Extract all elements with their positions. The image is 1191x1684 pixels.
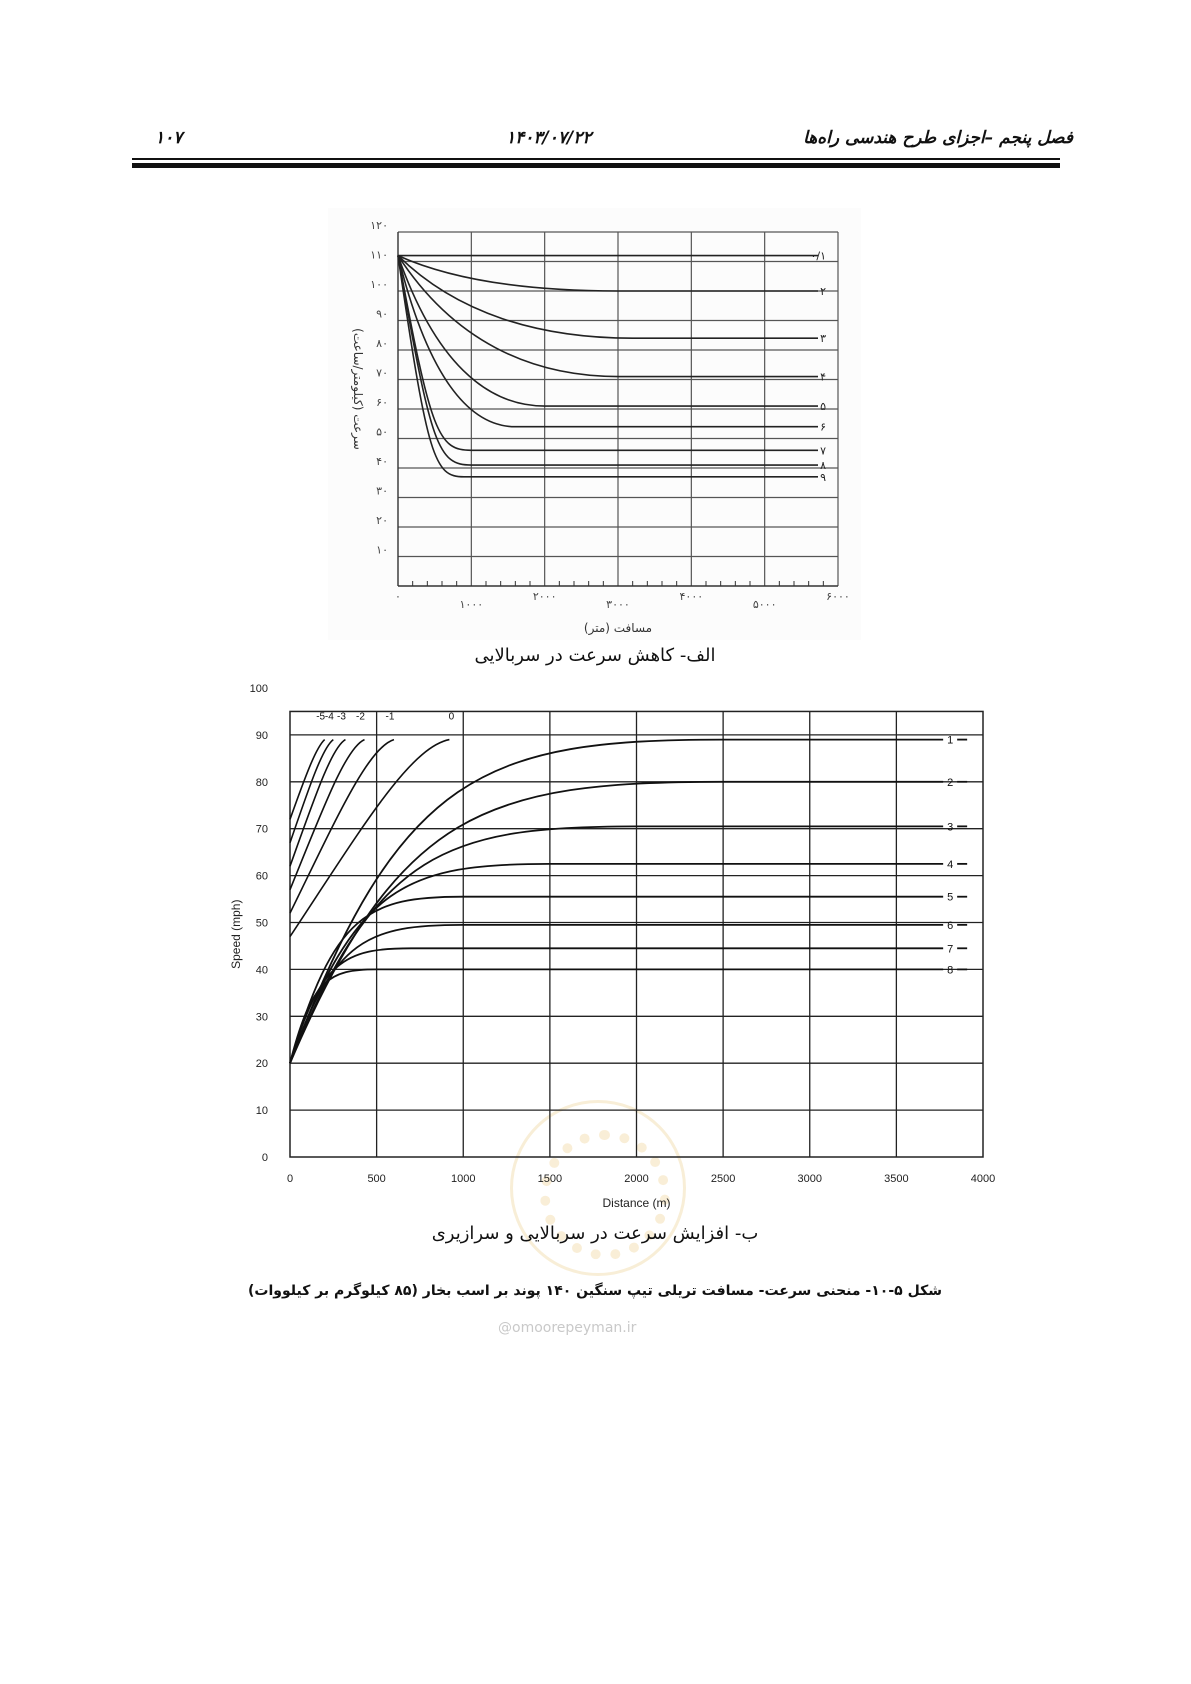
y-tick-label: 50 — [255, 917, 268, 930]
x-tick-label: 2500 — [710, 1173, 736, 1185]
series-label: 2 — [947, 776, 954, 789]
y-tick-label: ۱۰ — [376, 543, 388, 557]
x-tick-label: ۵۰۰۰ — [752, 598, 777, 611]
downgrade-line — [290, 740, 394, 914]
series-label: 5 — [947, 891, 954, 904]
x-tick-label: ۲۰۰۰ — [532, 590, 557, 603]
downgrade-line — [290, 740, 364, 890]
series-label: ۴ — [820, 370, 826, 384]
series-line — [398, 256, 818, 427]
series-label: ۷ — [820, 444, 826, 458]
figure-caption: شکل ۵-۱۰- منحنی سرعت- مسافت تریلی تیپ سنگین ۱۴۰ پوند بر اسب بخار (۸۵ کیلوگرم بر کیلووات) — [248, 1283, 942, 1299]
series-label: ۹ — [820, 470, 826, 484]
y-tick-label: ۴۰ — [376, 455, 388, 468]
series-label: ۵ — [820, 400, 826, 414]
series-label: ۶ — [820, 420, 826, 434]
y-tick-label: ۹۰ — [376, 307, 388, 321]
y-tick-label: ۷۰ — [376, 366, 388, 380]
downgrade-line — [290, 740, 333, 843]
series-line — [398, 256, 818, 477]
y-tick-label: ۲۰ — [376, 514, 388, 527]
y-tick-label: ۳۰ — [376, 484, 388, 498]
downgrade-label: 0 — [448, 711, 455, 723]
page-number: ۱۰۷ — [155, 128, 183, 148]
chart-speed-reduction — [350, 219, 850, 636]
x-tick-label: 3500 — [884, 1173, 909, 1185]
y-tick-label: ۶۰ — [376, 396, 388, 409]
series-label: 4 — [947, 858, 954, 871]
series-label: ۲ — [820, 285, 826, 298]
series-label: 3 — [947, 821, 954, 834]
y-tick-label: 60 — [255, 870, 268, 883]
y-axis-title: سرعت (کیلومتر/ساعت) — [351, 328, 365, 450]
y-tick-label: 80 — [255, 776, 268, 789]
x-axis-title: مسافت (متر) — [583, 621, 653, 635]
chart-b-caption: ب- افزایش سرعت در سربالایی و سرازیری — [431, 1223, 759, 1244]
x-tick-label: ۱۰۰۰ — [459, 598, 484, 611]
downgrade-label: -1 — [385, 711, 395, 723]
y-tick-label: 40 — [255, 964, 268, 977]
series-line — [398, 256, 818, 465]
series-line — [398, 256, 818, 406]
y-axis-title: Speed (mph) — [229, 899, 243, 969]
series-label: 8 — [947, 964, 954, 977]
y-tick-label: 70 — [255, 823, 268, 836]
y-tick-label: 100 — [249, 683, 268, 695]
y-tick-label: 10 — [255, 1105, 268, 1118]
downgrade-label: -3 — [336, 711, 346, 723]
downgrade-line — [290, 740, 449, 937]
downgrade-line — [290, 740, 325, 820]
x-tick-label: 1500 — [537, 1173, 563, 1185]
downgrade-label: -4 — [324, 711, 334, 723]
y-tick-label: 20 — [255, 1058, 268, 1071]
series-line — [290, 948, 943, 1063]
y-tick-label: ۱۲۰ — [370, 219, 388, 232]
y-tick-label: ۵۰ — [376, 425, 388, 439]
chart-speed-increase — [229, 683, 995, 1210]
x-axis-title: Distance (m) — [602, 1196, 671, 1210]
downgrade-line — [290, 740, 345, 867]
series-line — [290, 897, 943, 1063]
x-tick-label: ۶۰۰۰ — [826, 590, 850, 603]
series-label: 1 — [947, 734, 954, 747]
series-label: 6 — [947, 919, 954, 932]
y-tick-label: ۸۰ — [376, 337, 388, 350]
x-tick-label: 1000 — [451, 1173, 476, 1185]
y-tick-label: ۱۰۰ — [370, 278, 388, 291]
series-line — [290, 925, 943, 1063]
x-tick-label: ۳۰۰۰ — [606, 598, 630, 611]
x-tick-label: 0 — [286, 1173, 294, 1185]
series-line — [290, 740, 943, 1064]
x-tick-label: ۴۰۰۰ — [679, 590, 704, 603]
downgrade-label: -5 — [316, 711, 326, 723]
y-tick-label: 0 — [261, 1152, 268, 1164]
chart-a-caption: الف- کاهش سرعت در سربالایی — [474, 645, 716, 666]
y-tick-label: ۱۱۰ — [370, 248, 388, 262]
series-label: ۰/۱ — [810, 249, 826, 263]
x-tick-label: 2000 — [624, 1173, 649, 1185]
watermark-text: @omoorepeyman.ir — [498, 1320, 637, 1336]
y-tick-label: 90 — [255, 729, 268, 742]
chapter-title: فصل پنجم –اجزای طرح هندسی راه‌ها — [803, 128, 1073, 148]
header-date: ۱۴۰۳/۰۷/۲۲ — [506, 128, 592, 148]
series-line — [398, 256, 818, 377]
x-tick-label: ۰ — [395, 590, 401, 603]
series-label: ۸ — [820, 459, 826, 473]
series-label: ۳ — [820, 332, 826, 346]
series-line — [398, 256, 818, 451]
x-tick-label: 4000 — [970, 1173, 996, 1185]
x-tick-label: 500 — [367, 1173, 386, 1185]
y-tick-label: 30 — [255, 1011, 268, 1024]
series-label: 7 — [947, 943, 954, 956]
x-tick-label: 3000 — [797, 1173, 822, 1185]
downgrade-label: -2 — [356, 711, 365, 723]
